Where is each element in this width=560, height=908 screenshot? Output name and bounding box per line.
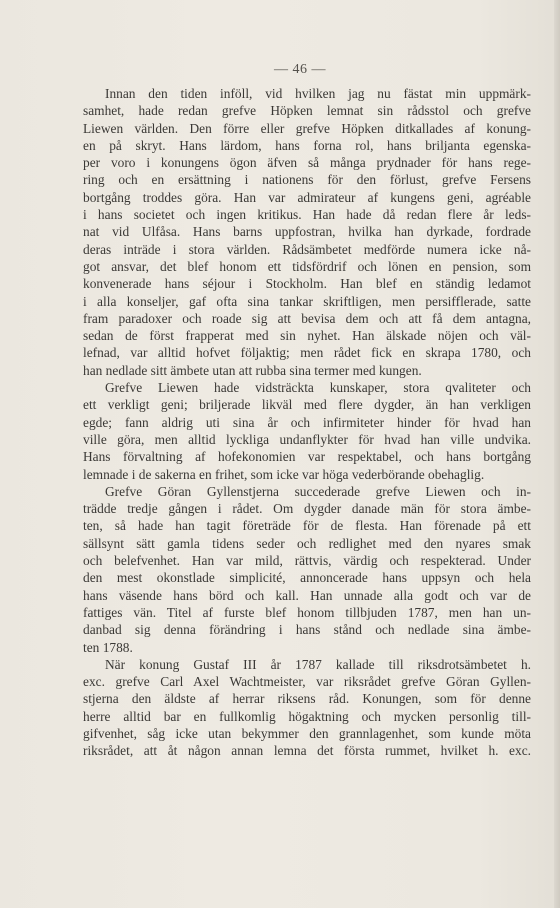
text-line: riksrådet, att åt någon annan lemna det första rummet, hvilket h. exc. — [83, 743, 531, 759]
text-line: bortgång troddes göra. Han var admirateur af kungens geni, agréable — [83, 189, 531, 205]
text-line: När konung Gustaf III år 1787 kallade till riksdrotsämbetet h. — [105, 656, 531, 672]
text-line: Grefve Liewen hade vidsträckta kunskaper, stora qvaliteter och — [105, 380, 531, 396]
text-line: per voro i konungens ögon äfven så många prydnader för hans rege- — [83, 155, 531, 171]
text-line: nat vid Ulfåsa. Hans barns uppfostran, hvilka han dyrkade, fordrade — [83, 224, 531, 240]
text-line: herre alltid bar en fullkomlig högaktning och mycken personlig till- — [83, 708, 531, 724]
text-line: danbad sig denna förändring i hans stånd och nedlade sina ämbe- — [83, 622, 531, 638]
body-text — [83, 85, 531, 760]
text-line: konvenerade hans séjour i Stockholm. Han blef en ständig ledamot — [83, 276, 531, 292]
text-line: sällsynt sätt gamla tidens seder och redlighet med den nyares smak — [83, 535, 531, 551]
text-line: exc. grefve Carl Axel Wachtmeister, var riksrådet grefve Göran Gyllen- — [83, 674, 531, 690]
text-line: trädde tredje gången i rådet. Om dygder danade män för stora ämbe- — [83, 501, 531, 517]
text-line: stjerna den äldste af herrar riksens råd. Konungen, som för denne — [83, 691, 531, 707]
text-line: han nedlade sitt ämbete utan att rubba sina termer med kungen. — [83, 362, 422, 378]
text-line: ett verkligt geni; briljerade likväl med flere dygder, än han verkligen — [83, 397, 531, 413]
text-line: egde; fann aldrig uti sina år och infirmiteter hinder för hvad han — [83, 414, 531, 430]
text-line: en på skryt. Hans lärdom, hans forna rol, hans briljanta egenska- — [83, 137, 531, 153]
text-line: lemnade i de sakerna en frihet, som icke var höga vederbörande obehaglig. — [83, 466, 485, 482]
text-line: Grefve Göran Gyllenstjerna succederade grefve Liewen och in- — [105, 483, 531, 499]
text-line: Hans förvaltning af hofekonomien var respektabel, och hans bortgång — [83, 449, 531, 465]
text-line: Innan den tiden inföll, vid hvilken jag nu fästat min uppmärk- — [105, 86, 531, 101]
text-line: ring och en ersättning i nationens för den förlust, grefve Fersens — [83, 172, 531, 188]
text-line: hans väsende hans börd och kall. Han unnade alla godt och var de — [83, 587, 531, 603]
page-number: — 46 — — [274, 62, 326, 77]
text-line: deras inträde i stora världen. Rådsämbetet medförde numera icke nå- — [83, 241, 531, 257]
text-line: fattiges vän. Titel af furste blef honom tillbjuden 1787, men han un- — [83, 604, 531, 620]
text-line: ten 1788. — [83, 639, 133, 655]
text-line: den mest okonstlade simplicité, annoncerade hans uppsyn och hela — [83, 570, 531, 586]
text-line: samhet, hade redan grefve Höpken lemnat sin rådsstol och grefve — [83, 103, 531, 119]
text-line: i alla konseljer, gaf ofta sina tankar skriftligen, men persifflerade, satte — [83, 293, 531, 309]
text-line: got ansvar, det blef honom ett tidsfördrif och lönen en pension, som — [83, 258, 531, 274]
text-line: gifvenhet, såg icke utan bekymmer den grannlagenhet, som kunde möta — [83, 725, 531, 741]
text-line: i hans societet och ingen kritikus. Han hade då redan flere år leds- — [83, 207, 531, 223]
page-edge — [554, 0, 560, 908]
text-line: ville göra, men alltid lyckliga undanflykter för hvad han ville undvika. — [83, 431, 531, 447]
text-line: ten, så hade han tagit företräde för de flesta. Han förenade på ett — [83, 518, 531, 534]
text-line: sedan de först frapperat med sin nyhet. Han älskade nöjen och väl- — [83, 328, 531, 344]
text-line: och belefvenhet. Han var mild, rättvis, värdig och respekterad. Under — [83, 553, 531, 569]
text-line: lefnad, var alltid hofvet följaktig; men rådet fick en skrapa 1780, och — [83, 345, 531, 361]
text-line: Liewen världen. Den förre eller grefve Höpken ditkallades af konung- — [83, 120, 531, 136]
text-line: fram paradoxer och roade sig att bevisa dem och att få dem antagna, — [83, 310, 531, 326]
